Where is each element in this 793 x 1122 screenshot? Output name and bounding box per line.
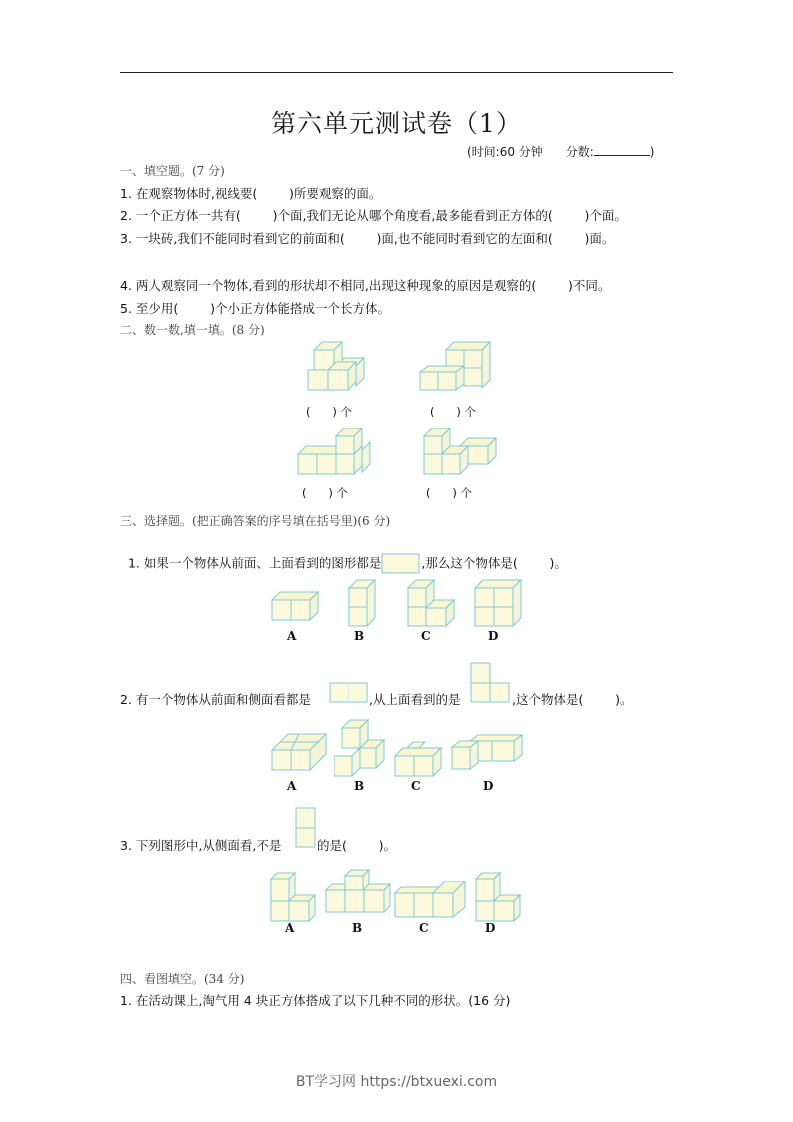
q1-option-a-figure xyxy=(270,578,322,630)
q2-option-c-label: C xyxy=(411,779,421,793)
time-score-close: ) xyxy=(649,145,655,159)
q3-option-a-label: A xyxy=(285,921,295,935)
fill-question-3: 3. 一块砖,我们不能同时看到它的前面和( )面,也不能同时看到它的左面和( )面。 xyxy=(120,231,615,246)
choice-question-3-post: 的是( )。 xyxy=(317,838,397,853)
time-score-line xyxy=(467,143,654,160)
count-label-2-1: ( ) 个 xyxy=(306,405,353,419)
q1-option-a-label: A xyxy=(287,629,297,643)
q1-option-b-figure xyxy=(345,578,379,630)
fill-question-1: 1. 在观察物体时,视线要( )所要观察的面。 xyxy=(120,186,382,201)
front-view-two-squares-icon xyxy=(381,553,421,575)
section3-heading: 三、选择题。(把正确答案的序号填在括号里)(6 分) xyxy=(120,514,391,528)
q2-option-d-figure xyxy=(450,733,526,777)
fill-question-5: 5. 至少用( )个小正方体能搭成一个长方体。 xyxy=(120,301,390,316)
footer-watermark: BT学习网 https://btxuexi.com xyxy=(295,1074,498,1090)
q2-option-c-figure xyxy=(393,738,445,782)
choice-question-2-pre: 2. 有一个物体从前面和侧面看都是 xyxy=(120,692,311,707)
q3-option-d-figure xyxy=(474,871,526,923)
page-title: 第六单元测试卷（1） xyxy=(271,109,522,138)
q1-option-d-label: D xyxy=(488,629,499,643)
q3-option-a-figure xyxy=(269,871,321,923)
q3-option-c-figure xyxy=(393,881,467,923)
cube-figure-2-4 xyxy=(420,428,498,480)
choice-question-1-pre: 1. 如果一个物体从前面、上面看到的图形都是 xyxy=(127,555,382,571)
q2-option-a-figure xyxy=(270,728,330,780)
q1-option-b-label: B xyxy=(354,629,365,643)
choice-question-1 xyxy=(120,538,567,575)
q2-option-a-label: A xyxy=(287,779,297,793)
q1-option-d-figure xyxy=(471,578,525,630)
cube-figure-2-3 xyxy=(296,428,376,480)
front-side-view-two-squares-icon xyxy=(329,682,369,704)
time-score-text: (时间:60 分钟 分数: xyxy=(467,145,594,159)
q2-option-b-figure xyxy=(334,718,392,780)
q2-option-d-label: D xyxy=(483,779,494,793)
choice-question-3-pre: 3. 下列图形中,从侧面看,不是 xyxy=(120,838,282,853)
section1-heading: 一、填空题。(7 分) xyxy=(120,164,225,178)
fill-question-4: 4. 两人观察同一个物体,看到的形状却不相同,出现这种现象的原因是观察的( )不同。 xyxy=(120,278,611,293)
header-rule xyxy=(120,72,673,73)
cube-figure-2-1 xyxy=(300,340,370,402)
choice-question-2-mid: ,从上面看到的是 xyxy=(369,692,461,707)
q2-option-b-label: B xyxy=(354,779,365,793)
cube-figure-2-2 xyxy=(418,340,500,395)
section2-heading: 二、数一数,填一填。(8 分) xyxy=(120,323,265,337)
q3-option-d-label: D xyxy=(485,921,496,935)
side-view-vertical-squares-icon xyxy=(295,807,317,849)
choice-question-2-post: ,这个物体是( )。 xyxy=(512,692,633,707)
q1-option-c-figure xyxy=(404,578,458,630)
count-label-2-3: ( ) 个 xyxy=(302,486,349,500)
q3-option-c-label: C xyxy=(419,921,429,935)
q3-option-b-figure xyxy=(324,868,392,920)
count-label-2-2: ( ) 个 xyxy=(430,405,477,419)
choice-question-3 xyxy=(120,806,397,853)
top-view-l-shape-icon xyxy=(470,662,512,704)
choice-question-2 xyxy=(120,662,633,707)
picture-question-1: 1. 在活动课上,淘气用 4 块正方体搭成了以下几种不同的形状。(16 分) xyxy=(120,993,511,1008)
q3-option-b-label: B xyxy=(352,921,363,935)
section4-heading: 四、看图填空。(34 分) xyxy=(120,972,245,986)
choice-question-1-post: ,那么这个物体是( )。 xyxy=(421,555,567,571)
fill-question-2: 2. 一个正方体一共有( )个面,我们无论从哪个角度看,最多能看到正方体的( )个面。 xyxy=(120,208,627,223)
score-blank[interactable] xyxy=(594,143,650,156)
count-label-2-4: ( ) 个 xyxy=(426,486,473,500)
q1-option-c-label: C xyxy=(421,629,431,643)
